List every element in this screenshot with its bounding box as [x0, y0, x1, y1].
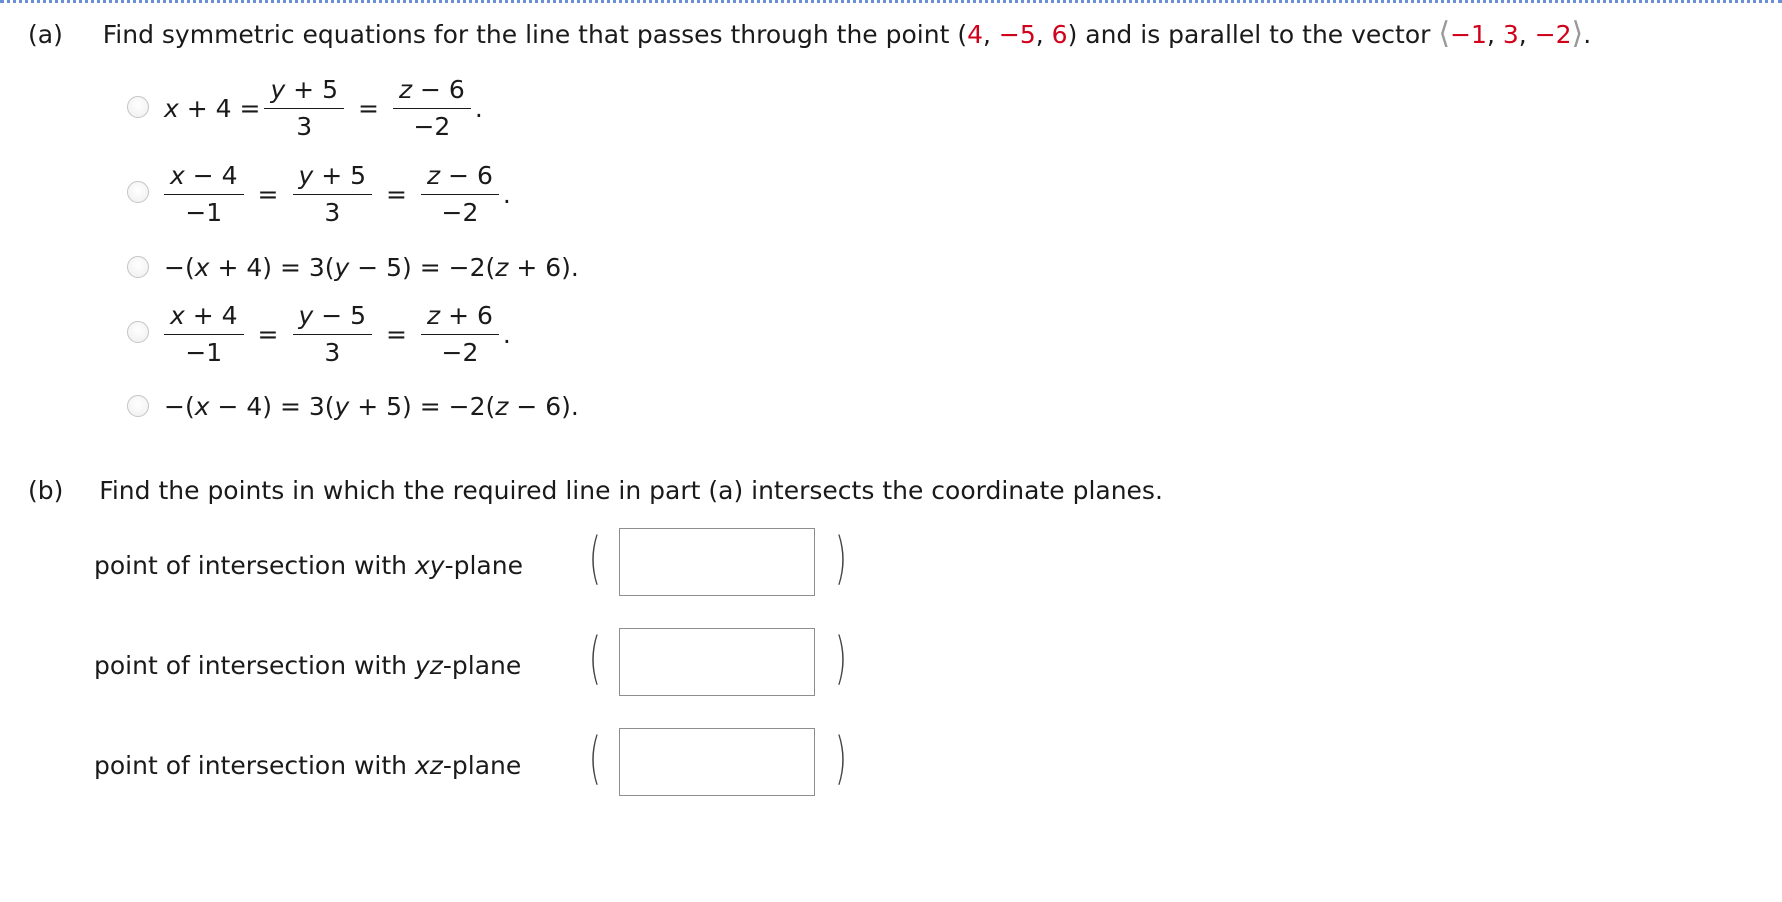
yz-plane-label: point of intersection with yz-plane	[94, 651, 522, 680]
choice-2-frac-y: $\frac{y + 5}{3}$	[293, 162, 373, 226]
vector-x: −1	[1450, 20, 1487, 49]
part-a-text-pre: Find symmetric equations for the line that passes through the point (	[102, 20, 968, 49]
point-z: 6	[1051, 20, 1068, 49]
yz-left-paren: (	[588, 626, 601, 691]
yz-intersection-input[interactable]	[619, 628, 815, 696]
top-dotted-rule	[0, 0, 1782, 3]
vector-y: 3	[1502, 20, 1519, 49]
xz-right-paren: )	[834, 726, 847, 791]
part-b-label: (b)	[28, 476, 64, 505]
xy-left-paren: (	[588, 526, 601, 591]
choice-5-equation: −(x − 4) = 3(y + 5) = −2(z − 6).	[164, 391, 579, 421]
vector-z: −2	[1534, 20, 1572, 49]
xz-left-paren: (	[588, 726, 601, 791]
choice-1-radio[interactable]	[127, 96, 149, 118]
choice-5-radio[interactable]	[127, 395, 149, 417]
xz-intersection-input[interactable]	[619, 728, 815, 796]
choice-3-radio[interactable]	[127, 256, 149, 278]
part-a-text-mid: ) and is parallel to the vector	[1067, 20, 1439, 49]
choice-3-equation: −(x + 4) = 3(y − 5) = −2(z + 6).	[164, 252, 579, 282]
xy-right-paren: )	[834, 526, 847, 591]
choice-4-radio[interactable]	[127, 321, 149, 343]
xy-intersection-input[interactable]	[619, 528, 815, 596]
choice-4-frac-z: $\frac{z + 6}{-2}$	[421, 302, 499, 366]
choice-2-frac-z: $\frac{z - 6}{-2}$	[421, 162, 499, 226]
part-b-text: Find the points in which the required line in part (a) intersects the coordinate planes.	[99, 476, 1163, 505]
choice-4-frac-y: $\frac{y - 5}{3}$	[293, 302, 373, 366]
choice-1-lhs: x + 4 =	[164, 93, 261, 123]
choice-2-equation: $\frac{x - 4}{-1}$ = $\frac{y + 5}{3}$ = $\frac{z - 6}{-2}$ .	[160, 158, 511, 230]
xy-plane-label: point of intersection with xy-plane	[94, 551, 523, 580]
part-a-question: (a) Find symmetric equations for the line that passes through the point (4, −5, 6) and is parallel to the vector ⟨−1, 3, −2⟩.	[28, 16, 1592, 51]
choice-4-frac-x: $\frac{x + 4}{-1}$	[164, 302, 244, 366]
choice-1-frac-y: $\frac{y + 5}{3}$	[264, 76, 344, 140]
part-a-label: (a)	[28, 20, 63, 49]
part-a-text-end: .	[1583, 20, 1592, 49]
yz-right-paren: )	[834, 626, 847, 691]
xz-plane-label: point of intersection with xz-plane	[94, 751, 522, 780]
part-b-question	[28, 476, 1163, 505]
choice-2-frac-x: $\frac{x - 4}{-1}$	[164, 162, 244, 226]
point-x: 4	[967, 20, 983, 49]
choice-4-equation: $\frac{x + 4}{-1}$ = $\frac{y - 5}{3}$ = $\frac{z + 6}{-2}$ .	[160, 298, 511, 370]
point-y: −5	[998, 20, 1036, 49]
choice-1-equation: x + 4 = $\frac{y + 5}{3}$ = $\frac{z - 6}{-2}$ .	[164, 75, 483, 141]
choice-2-radio[interactable]	[127, 181, 149, 203]
choice-1-frac-z: $\frac{z - 6}{-2}$	[393, 76, 471, 140]
